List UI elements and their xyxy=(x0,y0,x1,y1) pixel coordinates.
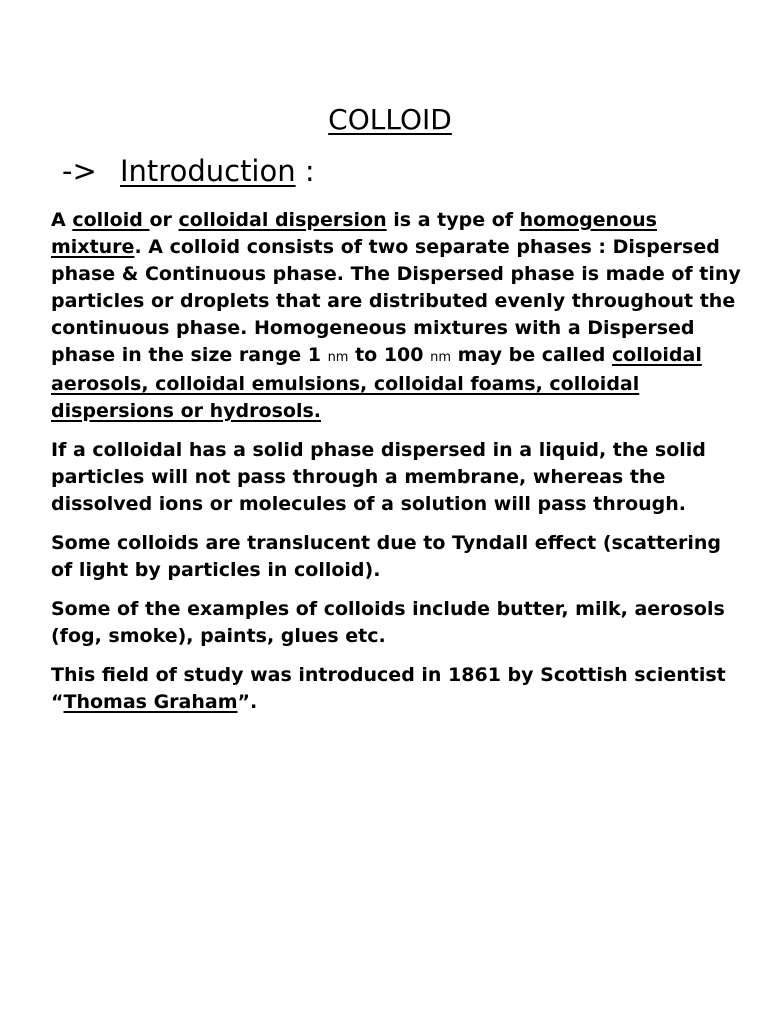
text-run: This field of study was introduced in 1861 by Scottish scientist “ xyxy=(51,664,753,713)
colloid-names-list: colloidal aerosols, colloidal emulsions, colloidal foams, colloidal dispersions or hydrosols. xyxy=(51,344,702,422)
section-heading xyxy=(62,154,315,188)
scientist-name: Thomas Graham xyxy=(63,691,238,713)
text-run: ”. xyxy=(237,691,258,713)
section-heading-colon: : xyxy=(304,154,315,188)
term-colloid: colloid xyxy=(72,209,150,231)
text-run: . A colloid consists of two separate phases : Dispersed phase & Continuous phase. The Dispersed phase is made of tiny particles or droplets that are distributed evenly throughout the continuous phase. Homogeneous mixtures with a Dispersed phase in the size range 1 xyxy=(51,236,741,366)
arrow-marker: -> xyxy=(62,154,97,188)
paragraph-definition xyxy=(51,207,741,425)
document-title: COLLOID xyxy=(328,103,452,136)
paragraph-tyndall: Some colloids are translucent due to Tyndall effect (scattering of light by particles in colloid). xyxy=(51,532,722,581)
section-heading-text: Introduction xyxy=(120,154,296,188)
unit-nm: nm xyxy=(430,350,452,365)
paragraph-membrane: If a colloidal has a solid phase dispersed in a liquid, the solid particles will not pass through a membrane, whereas the dissolved ions or molecules of a solution will pass through. xyxy=(51,439,706,515)
text-run: or xyxy=(149,209,179,231)
text-run: is a type of xyxy=(386,209,520,231)
term-homogenous-mixture: homogenous mixture xyxy=(51,209,657,258)
paragraph-examples: Some of the examples of colloids include butter, milk, aerosols (fog, smoke), paints, glues etc. xyxy=(51,598,725,647)
text-run: may be called xyxy=(451,344,612,366)
text-run: to 100 xyxy=(348,344,431,366)
term-colloidal-dispersion: colloidal dispersion xyxy=(178,209,387,231)
unit-nm: nm xyxy=(327,350,349,365)
paragraph-history xyxy=(51,662,753,716)
text-run: A xyxy=(51,209,73,231)
body-text xyxy=(51,207,753,728)
